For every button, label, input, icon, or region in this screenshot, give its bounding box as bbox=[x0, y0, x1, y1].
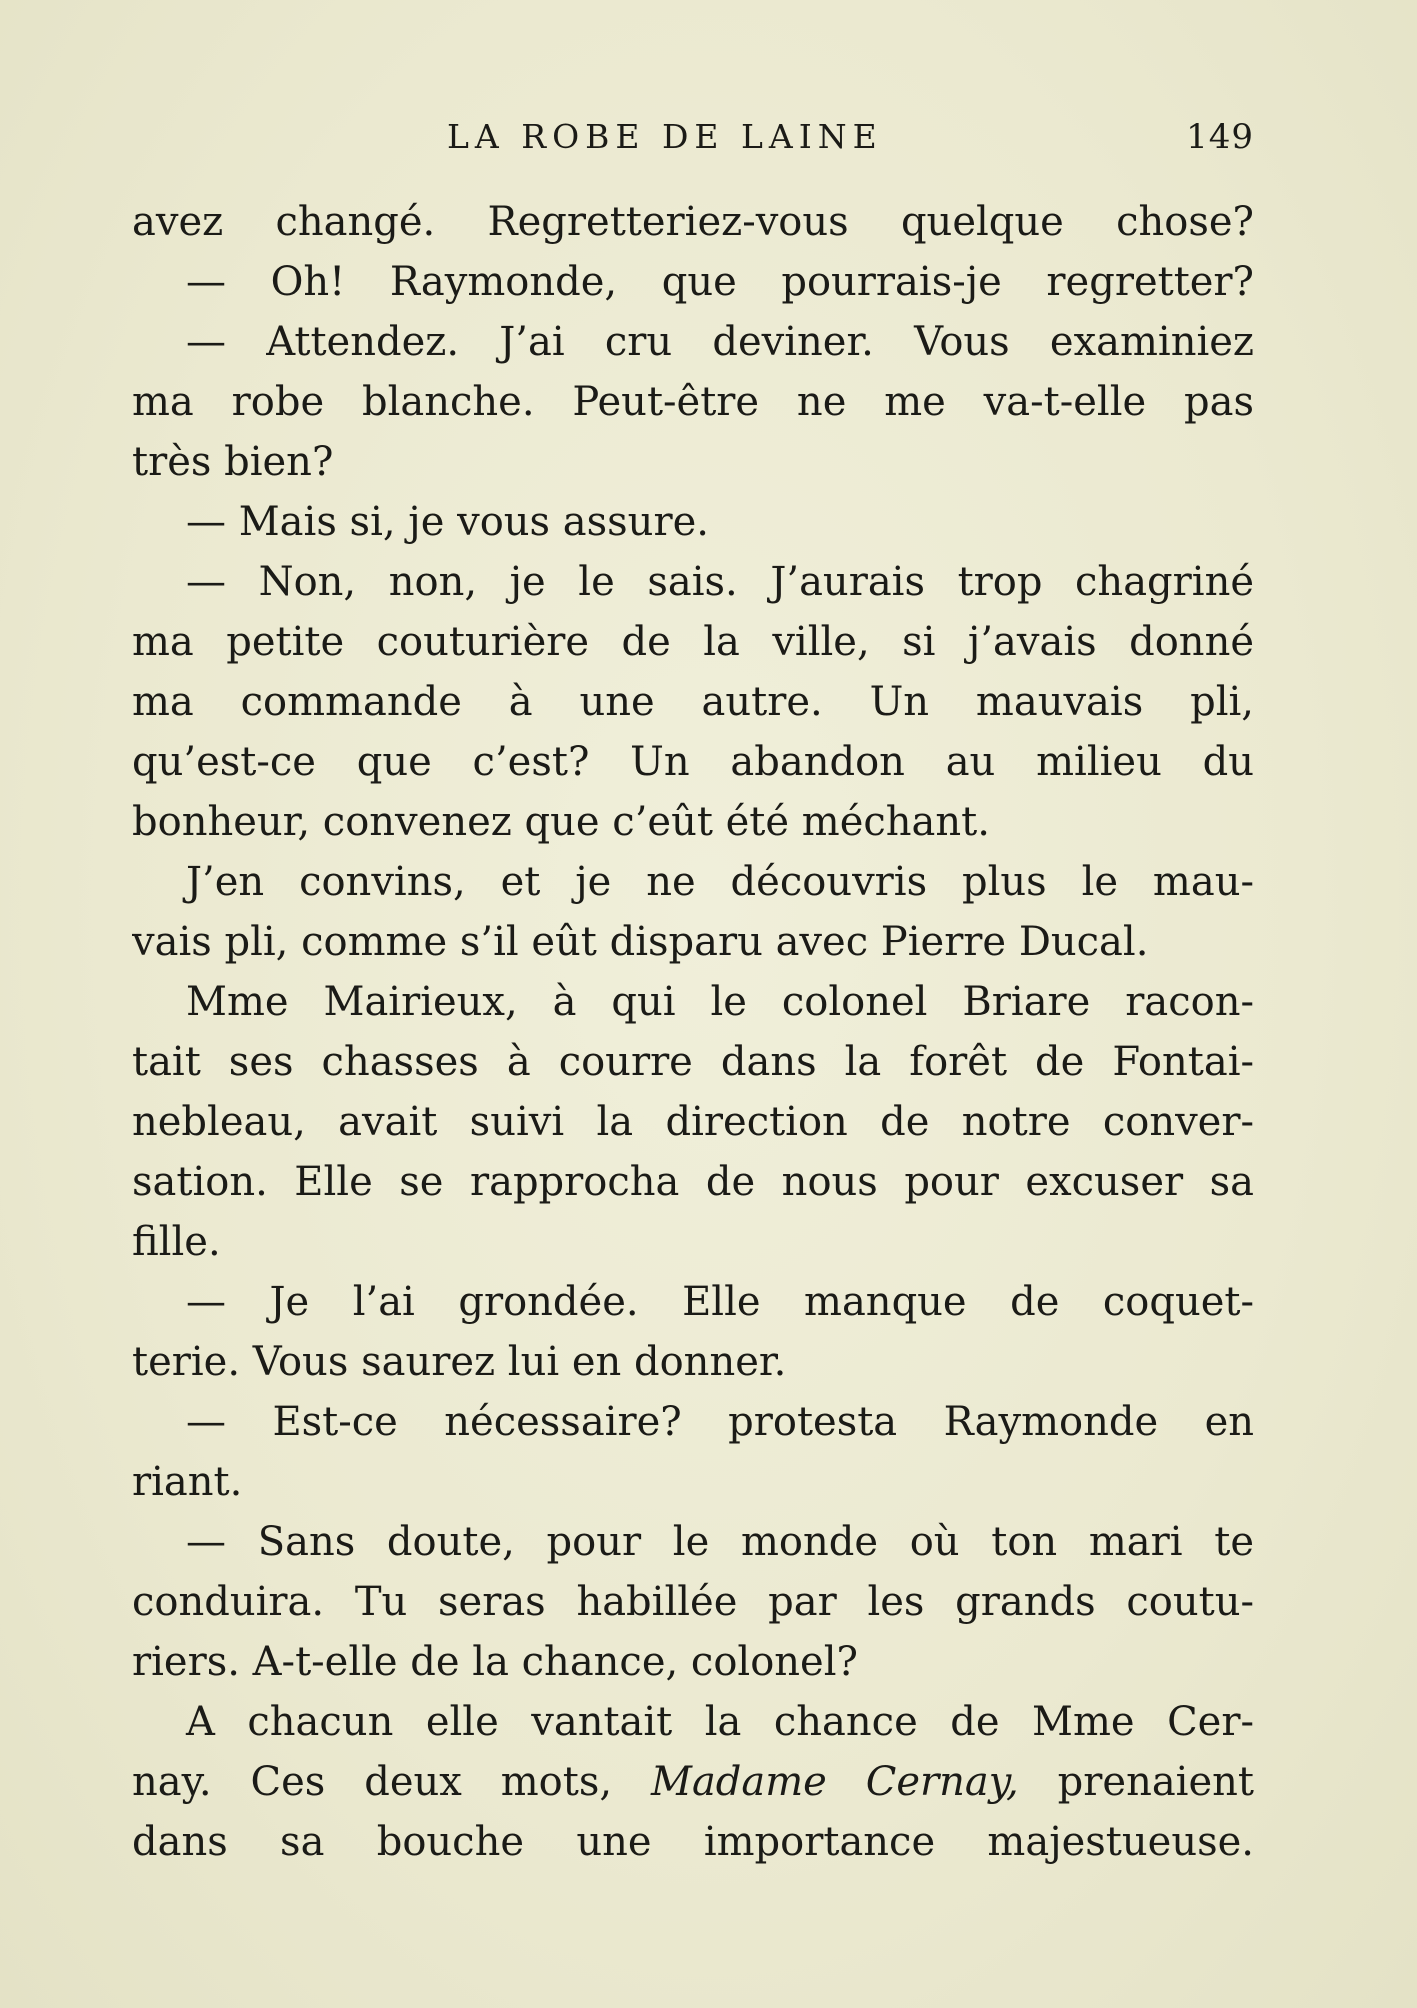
text-line: sation. Elle se rapprocha de nous pour excuser sa bbox=[132, 1159, 1254, 1205]
text-line: bonheur, convenez que c’eût été méchant. bbox=[132, 799, 990, 845]
text-line: qu’est-ce que c’est? Un abandon au milieu du bbox=[132, 739, 1254, 785]
text-line: ma robe blanche. Peut-être ne me va-t-elle pas bbox=[132, 379, 1254, 425]
text-line: nebleau, avait suivi la direction de notre conver- bbox=[132, 1099, 1254, 1145]
text-line: riant. bbox=[132, 1459, 243, 1505]
text-line: — Non, non, je le sais. J’aurais trop chagriné bbox=[186, 559, 1254, 605]
text-line: dans sa bouche une importance majestueuse. bbox=[132, 1819, 1254, 1865]
text-segment: prenaient bbox=[1018, 1759, 1254, 1805]
text-line bbox=[132, 1752, 1254, 1812]
text-line: — Oh! Raymonde, que pourrais-je regretter? bbox=[186, 259, 1254, 305]
text-line: J’en convins, et je ne découvris plus le mau- bbox=[186, 859, 1254, 905]
text-line: — Est-ce nécessaire? protesta Raymonde en bbox=[186, 1399, 1254, 1445]
text-line: ma petite couturière de la ville, si j’avais donné bbox=[132, 619, 1254, 665]
text-line: tait ses chasses à courre dans la forêt de Fontai- bbox=[132, 1039, 1254, 1085]
text-line: — Je l’ai grondée. Elle manque de coquet- bbox=[186, 1279, 1254, 1325]
body-text bbox=[132, 192, 1254, 1872]
text-line: conduira. Tu seras habillée par les grands coutu- bbox=[132, 1579, 1254, 1625]
text-line: — Sans doute, pour le monde où ton mari te bbox=[186, 1519, 1254, 1565]
running-head bbox=[132, 112, 1254, 162]
text-line: Mme Mairieux, à qui le colonel Briare racon- bbox=[186, 979, 1254, 1025]
text-line: ma commande à une autre. Un mauvais pli, bbox=[132, 679, 1254, 725]
running-title: LA ROBE DE LAINE bbox=[447, 117, 883, 156]
text-line: terie. Vous saurez lui en donner. bbox=[132, 1339, 787, 1385]
text-line: avez changé. Regretteriez-vous quelque chose? bbox=[132, 199, 1254, 245]
text-line: A chacun elle vantait la chance de Mme Cer- bbox=[186, 1699, 1254, 1745]
text-line: vais pli, comme s’il eût disparu avec Pierre Ducal. bbox=[132, 919, 1149, 965]
text-line: riers. A-t-elle de la chance, colonel? bbox=[132, 1639, 858, 1685]
text-line: fille. bbox=[132, 1219, 221, 1265]
text-segment: nay. Ces deux mots, bbox=[132, 1759, 651, 1805]
text-line: — Attendez. J’ai cru deviner. Vous examiniez bbox=[186, 319, 1254, 365]
italic-text-segment: Madame Cernay, bbox=[650, 1759, 1019, 1805]
text-line: très bien? bbox=[132, 439, 334, 485]
text-line: — Mais si, je vous assure. bbox=[186, 499, 709, 545]
page-number: 149 bbox=[1186, 117, 1254, 157]
